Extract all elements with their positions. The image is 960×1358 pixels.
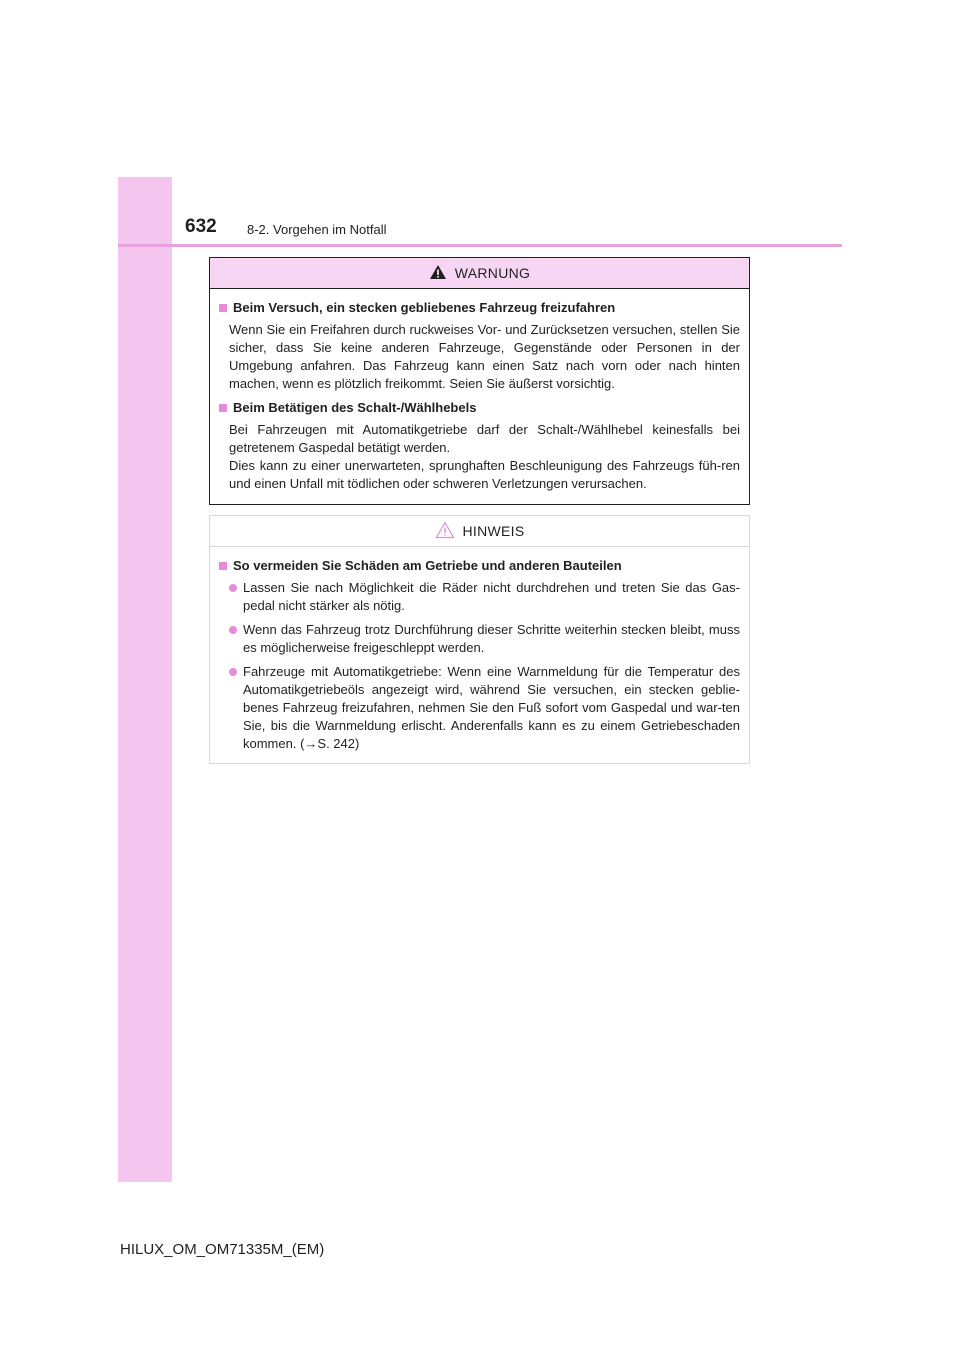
section-title: 8-2. Vorgehen im Notfall: [247, 222, 387, 237]
list-item-text: Lassen Sie nach Möglichkeit die Räder nicht durchdrehen und treten Sie das Gas-pedal nicht stärker als nötig.: [243, 580, 740, 613]
note-item-heading-text: So vermeiden Sie Schäden am Getriebe und anderen Bauteilen: [233, 558, 622, 573]
chapter-sidebar: [118, 177, 172, 1182]
square-bullet-icon: [219, 562, 227, 570]
warning-box: [209, 257, 750, 505]
warning-item-heading: [219, 299, 740, 317]
warning-item-text: Dies kann zu einer unerwarteten, sprunghaften Beschleunigung des Fahrzeugs füh-ren und einen Unfall mit tödlichen oder schweren Verletzungen verursachen.: [229, 458, 740, 491]
square-bullet-icon: [219, 404, 227, 412]
warning-body: [210, 289, 749, 493]
warning-title: WARNUNG: [454, 265, 531, 281]
note-title: HINWEIS: [462, 523, 525, 539]
document-code: HILUX_OM_OM71335M_(EM): [120, 1241, 325, 1258]
list-item: [229, 663, 740, 753]
list-item: [229, 621, 740, 657]
warning-item-heading-text: Beim Betätigen des Schalt-/Wählhebels: [233, 400, 477, 415]
note-body: [210, 547, 749, 753]
note-header: [210, 516, 749, 547]
note-box: [209, 515, 750, 764]
header-rule: [118, 244, 842, 247]
warning-header: [210, 258, 749, 289]
list-item-text: Wenn das Fahrzeug trotz Durchführung dieser Schritte weiterhin stecken bleibt, muss es möglicherweise freigeschleppt werden.: [243, 622, 740, 655]
square-bullet-icon: [219, 304, 227, 312]
circle-bullet-icon: [229, 584, 237, 592]
warning-item-heading: [219, 399, 740, 417]
warning-item-heading-text: Beim Versuch, ein stecken gebliebenes Fahrzeug freizufahren: [233, 300, 616, 315]
warning-item-text: Wenn Sie ein Freifahren durch ruckweises Vor- und Zurücksetzen versuchen, stellen Sie sicher, dass Sie keine anderen Fahrzeuge, Gegenstände oder Personen in der Umgebung anfahren. Das Fahrzeug kann einen Satz nach vorn oder nach hinten machen, wenn es plötzlich freikommt. Seien Sie äußerst vorsichtig.: [229, 322, 740, 391]
circle-bullet-icon: [229, 626, 237, 634]
note-item-heading: [219, 557, 740, 575]
warning-triangle-icon: [429, 264, 447, 280]
list-item: [229, 579, 740, 615]
warning-item-text: Bei Fahrzeugen mit Automatikgetriebe darf der Schalt-/Wählhebel keinesfalls bei getretenem Gaspedal betätigt werden.: [229, 422, 740, 455]
circle-bullet-icon: [229, 668, 237, 676]
list-item-text: Fahrzeuge mit Automatikgetriebe: Wenn eine Warnmeldung für die Temperatur des Automatikgetriebeöls angezeigt wird, während Sie versuchen, ein stecken geblie-benes Fahrzeug freizufahren, nehmen Sie den Fuß sofort vom Gaspedal und war-ten Sie, bis die Warnmeldung erlischt. Anderenfalls kann es zu einem Getriebeschaden kommen. (→S. 242): [243, 664, 740, 751]
caution-triangle-outline-icon: [435, 521, 455, 539]
page-number: 632: [185, 216, 217, 237]
